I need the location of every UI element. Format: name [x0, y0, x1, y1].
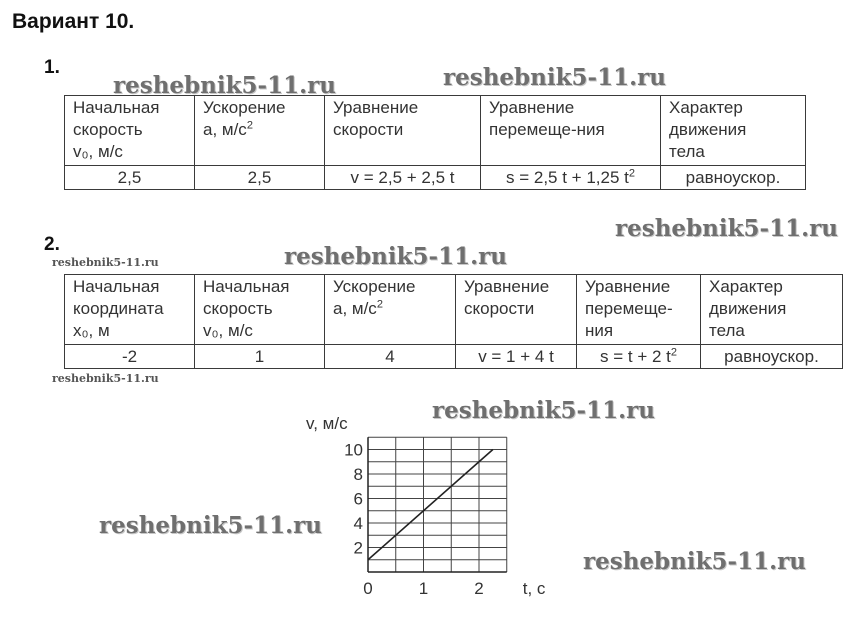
chart-axes: [368, 437, 507, 572]
value-cell: -2: [65, 345, 195, 369]
value-cell: 2,5: [65, 166, 195, 190]
chart-labels: [306, 414, 546, 598]
value-cell: s = t + 2 $t^2$: [577, 345, 701, 369]
velocity-time-graph: [300, 410, 590, 605]
watermark: reshebnik5-11.ru: [443, 64, 666, 91]
watermark: reshebnik5-11.ru: [113, 72, 336, 99]
value-cell: 4: [325, 345, 456, 369]
y-tick-label: 8: [353, 465, 363, 484]
value-cell: 2,5: [195, 166, 325, 190]
values-row: [65, 166, 806, 190]
y-tick-label: 2: [353, 538, 363, 558]
header-cell: Ускорение а, $м/с^2$: [325, 275, 456, 345]
value-cell: равноускор.: [701, 345, 843, 369]
task-1-number: 1.: [44, 57, 60, 78]
value-cell: v = 2,5 + 2,5 t: [325, 166, 481, 190]
x-tick-label: 2: [474, 579, 484, 598]
header-cell: Характер движения тела: [661, 96, 806, 166]
y-tick-label: 10: [344, 440, 363, 460]
y-axis-label: v, м/с: [306, 414, 348, 433]
watermark: reshebnik5-11.ru: [432, 397, 655, 424]
header-cell: Начальная скорость v₀, м/с: [195, 275, 325, 345]
header-cell: Уравнение перемеще- ния: [577, 275, 701, 345]
x-tick-label: 1: [418, 579, 429, 598]
watermark: reshebnik5-11.ru: [284, 243, 507, 270]
values-row: [65, 345, 843, 369]
watermark: reshebnik5-11.ru: [615, 215, 838, 242]
watermark: reshebnik5-11.ru: [99, 512, 322, 539]
value-cell: s = 2,5 t + 1,25 $t^2$: [481, 166, 661, 190]
header-cell: Начальная скорость v₀, м/с: [65, 96, 195, 166]
task-1-table: [64, 95, 806, 190]
chart-grid: [368, 437, 507, 572]
header-cell: Уравнение скорости: [456, 275, 577, 345]
value-cell: v = 1 + 4 t: [456, 345, 577, 369]
header-cell: Ускорение а, $м/с^2$: [195, 96, 325, 166]
x-axis-label: t, с: [522, 579, 546, 598]
y-tick-label: 6: [353, 489, 363, 509]
variant-title: Вариант 10.: [12, 10, 135, 33]
header-cell: Начальная координата x₀, м: [65, 275, 195, 345]
series-line: [368, 450, 493, 560]
watermark: reshebnik5-11.ru: [52, 256, 159, 269]
task-2-table: [64, 274, 843, 369]
header-row: [65, 96, 806, 166]
watermark: reshebnik5-11.ru: [52, 372, 159, 385]
value-cell: равноускор.: [661, 166, 806, 190]
header-cell: Характер движения тела: [701, 275, 843, 345]
header-row: [65, 275, 843, 345]
value-cell: 1: [195, 345, 325, 369]
chart-series: [368, 450, 493, 560]
header-cell: Уравнение скорости: [325, 96, 481, 166]
task-2-number: 2.: [44, 234, 60, 255]
x-tick-label: 0: [363, 579, 373, 598]
watermark: reshebnik5-11.ru: [583, 548, 806, 575]
y-tick-label: 4: [353, 514, 363, 533]
header-cell: Уравнение перемеще-ния: [481, 96, 661, 166]
